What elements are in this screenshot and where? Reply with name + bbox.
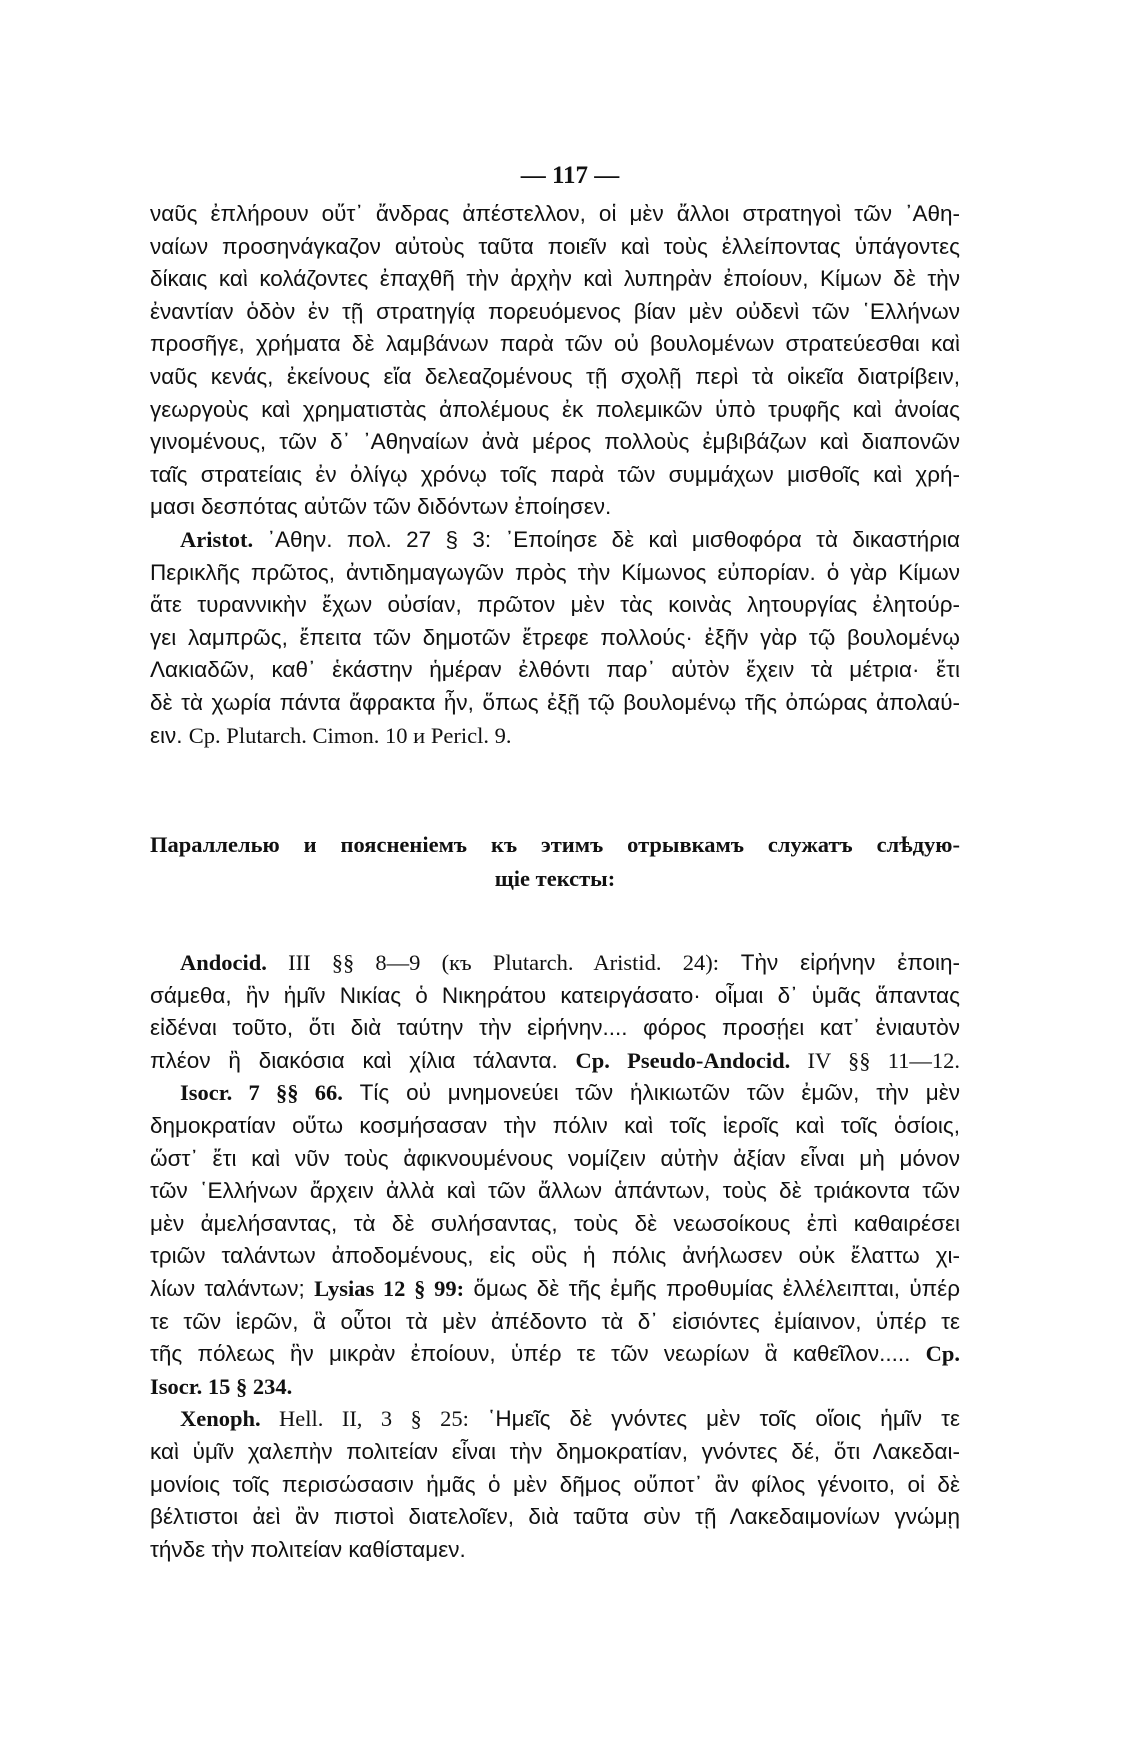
text-segment: Hell. II, 3 § 25: xyxy=(260,1406,469,1432)
text-segment: ναῦς κενάς, ἐκείνους εἴα δελεαζομένους τῇ σχολῇ περὶ τὰ οἰκεῖα διατρίβειν, xyxy=(150,363,960,389)
text-segment: ναῦς ἐπλήρουν οὔτ᾽ ἄνδρας ἀπέστελλον, οἱ μὲν ἄλλοι στρατηγοὶ τῶν ᾽Αθη- xyxy=(150,201,960,226)
text-line xyxy=(150,263,960,296)
text-segment: μὲν ἀμελήσαντας, τὰ δὲ συλήσαντας, τοὺς δὲ νεωσοίκους ἐπὶ καθαιρέσει xyxy=(150,1210,960,1236)
text-segment: βέλτιστοι ἀεὶ ἂν πιστοὶ διατελοῖεν, διὰ ταῦτα σὺν τῇ Λακεδαιμονίων γνώμῃ xyxy=(150,1504,960,1530)
text-line xyxy=(150,654,960,687)
text-segment: IV §§ 11—12. xyxy=(790,1047,961,1073)
text-line xyxy=(150,296,960,329)
page-number: — 117 — xyxy=(520,162,620,189)
text-line xyxy=(150,459,960,492)
text-line xyxy=(150,1501,960,1534)
text-segment: λίων ταλάντων; xyxy=(150,1275,315,1301)
text-line xyxy=(150,687,960,720)
text-segment: ἅτε τυραννικὴν ἔχων οὐσίαν, πρῶτον μὲν τὰς κοινὰς λητουργίας ἐλητούρ- xyxy=(150,592,960,618)
text-segment: γει λαμπρῶς, ἔπειτα τῶν δημοτῶν ἔτρεφε πολλούς· ἐξῆν γὰρ τῷ βουλομένῳ xyxy=(150,624,960,650)
text-line xyxy=(150,1077,960,1110)
text-segment: μονίοις τοῖς περισώσασιν ἡμᾶς ὁ μὲν δῆμος οὔποτ᾽ ἂν φίλος γένοιτο, οἱ δὲ xyxy=(150,1471,960,1497)
citation-reference: Xenoph. xyxy=(180,1406,261,1432)
text-line xyxy=(150,1338,960,1371)
text-segment: ἐναντίαν ὁδὸν ἐν τῇ στρατηγίᾳ πορευόμενος βίαν μὲν οὐδενὶ τῶν ῾Ελλήνων xyxy=(150,298,960,324)
text-segment: δημοκρατίαν οὕτω κοσμήσασαν τὴν πόλιν καὶ τοῖς ἱεροῖς καὶ τοῖς ὁσίοις, xyxy=(150,1112,960,1138)
text-line xyxy=(150,361,960,394)
heading-line-2: щіе тексты: xyxy=(494,866,616,891)
text-line xyxy=(150,524,960,557)
text-line xyxy=(150,720,960,753)
text-segment: III §§ 8—9 (къ Plutarch. Aristid. 24): xyxy=(266,950,719,975)
text-line xyxy=(150,1175,960,1208)
text-line xyxy=(150,1436,960,1469)
text-segment: Τὴν εἰρήνην ἐποιη- xyxy=(718,950,960,975)
text-segment: ᾽Αθην. πολ. 27 § 3: ᾽Εποίησε δὲ καὶ μισθοφόρα τὰ δικαστήρια xyxy=(253,526,960,552)
text-segment: ῾Ημεῖς δὲ γνόντες μὲν τοῖς οἵοις ἡμῖν τε xyxy=(468,1406,960,1432)
text-segment: ναίων προσηνάγκαζον αὐτοὺς ταῦτα ποιεῖν καὶ τοὺς ἐλλείποντας ὑπάγοντες xyxy=(150,233,960,259)
text-segment: τε τῶν ἱερῶν, ἃ οὗτοι τὰ μὲν ἀπέδοντο τὰ δ᾽ εἰσιόντες ἐμίαινον, ὑπέρ τε xyxy=(150,1308,960,1334)
text-segment: τῶν ῾Ελλήνων ἄρχειν ἀλλὰ καὶ τῶν ἄλλων ἁπάντων, τοὺς δὲ τριάκοντα τῶν xyxy=(150,1178,960,1204)
text-line xyxy=(150,557,960,590)
text-line xyxy=(150,947,960,980)
text-line xyxy=(150,1240,960,1273)
text-line xyxy=(150,231,960,264)
text-segment: πλέον ἢ διακόσια καὶ χίλια τάλαντα. xyxy=(150,1047,576,1073)
passage-plutarch-aristotle xyxy=(150,198,960,752)
citation-reference: 7 §§ 66. xyxy=(232,1080,343,1106)
text-line xyxy=(150,426,960,459)
text-segment: γεωργοὺς καὶ χρηματιστὰς ἀπολέμους ἐκ πολεμικῶν ὑπὸ τρυφῆς καὶ ἀνοίας xyxy=(150,396,960,422)
text-line xyxy=(150,1110,960,1143)
text-line xyxy=(150,328,960,361)
text-line xyxy=(150,1534,960,1567)
text-line xyxy=(150,1273,960,1306)
text-line xyxy=(150,622,960,655)
text-line xyxy=(150,1045,960,1078)
text-segment: δὲ τὰ χωρία πάντα ἄφρακτα ἦν, ὅπως ἐξῇ τῷ βουλομένῳ τῆς ὀπώρας ἀπολαύ- xyxy=(150,689,960,715)
text-segment: ταῖς στρατείαις ἐν ὀλίγῳ χρόνῳ τοῖς παρὰ τῶν συμμάχων μισθοῖς καὶ χρή- xyxy=(150,461,960,487)
text-line xyxy=(150,589,960,622)
text-line xyxy=(150,1403,960,1436)
citation-reference: Cp. Pseudo-Andocid. xyxy=(575,1047,791,1073)
text-line xyxy=(150,1012,960,1045)
text-segment: προσῆγε, χρήματα δὲ λαμβάνων παρὰ τῶν οὐ βουλομένων στρατεύεσθαι καὶ xyxy=(150,331,960,357)
text-line xyxy=(150,980,960,1013)
text-segment: τήνδε τὴν πολιτείαν καθίσταμεν. xyxy=(150,1536,466,1562)
text-segment: ὥστ᾽ ἔτι καὶ νῦν τοὺς ἀφικνουμένους νομίζειν αὐτὴν ἀξίαν εἶναι μὴ μόνον xyxy=(150,1145,960,1171)
citation-reference: Lysias 12 § 99: xyxy=(314,1275,465,1301)
text-segment: δίκαις καὶ κολάζοντες ἐπαχθῆ τὴν ἀρχὴν καὶ λυπηρὰν ἐποίουν, Κίμων δὲ τὴν xyxy=(150,266,960,292)
text-line xyxy=(150,1306,960,1339)
text-segment: σάμεθα, ἣν ἡμῖν Νικίας ὁ Νικηράτου κατειργάσατο· οἶμαι δ᾽ ὑμᾶς ἅπαντας xyxy=(150,982,960,1008)
text-segment: ειν. xyxy=(150,722,189,748)
text-segment: γινομένους, τῶν δ᾽ ᾽Αθηναίων ἀνὰ μέρος πολλοὺς ἐμβιβάζων καὶ διαπονῶν xyxy=(150,429,960,455)
text-segment: Λακιαδῶν, καθ᾽ ἑκάστην ἡμέραν ἐλθόντι παρ᾽ αὐτὸν ἔχειν τὰ μέτρια· ἔτι xyxy=(150,657,960,683)
heading-line-1: Параллелью и поясненіемъ къ этимъ отрывкамъ служатъ слѣдую- xyxy=(150,832,960,857)
text-segment: Cp. Plutarch. Cimon. 10 и Pericl. 9. xyxy=(188,722,512,748)
citation-reference: Isocr. 15 § 234. xyxy=(150,1373,293,1399)
text-segment: τριῶν ταλάντων ἀποδομένους, εἰς οὓς ἡ πόλις ἀνήλωσεν οὐκ ἔλαττω χι- xyxy=(150,1243,960,1269)
passage-parallel-texts xyxy=(150,947,960,1566)
citation-reference: Isocr. xyxy=(180,1080,233,1106)
text-line xyxy=(150,491,960,524)
text-segment: Τίς οὐ μνημονεύει τῶν ἡλικιωτῶν τῶν ἐμῶν, τὴν μὲν xyxy=(342,1080,960,1106)
citation-reference: Cp. xyxy=(925,1341,960,1367)
section-heading xyxy=(150,828,960,896)
text-segment: τῆς πόλεως ἣν μικρὰν ἐποίουν, ὑπέρ τε τῶν νεωρίων ἃ καθεῖλον..... xyxy=(150,1341,926,1367)
text-segment: καὶ ὑμῖν χαλεπὴν πολιτείαν εἶναι τὴν δημοκρατίαν, γνόντες δέ, ὅτι Λακεδαι- xyxy=(150,1438,960,1464)
text-segment: Περικλῆς πρῶτος, ἀντιδημαγωγῶν πρὸς τὴν Κίμωνος εὐπορίαν. ὁ γὰρ Κίμων xyxy=(150,559,960,585)
text-segment: εἰδέναι τοῦτο, ὅτι διὰ ταύτην τὴν εἰρήνην.... φόρος προσῄει κατ᾽ ἐνιαυτὸν xyxy=(150,1015,960,1041)
text-line xyxy=(150,1469,960,1502)
citation-reference: Andocid. xyxy=(180,950,267,975)
text-line xyxy=(150,1208,960,1241)
text-line xyxy=(150,1143,960,1176)
text-segment: ὅμως δὲ τῆς ἐμῆς προθυμίας ἐλλέλειπται, ὑπέρ xyxy=(464,1275,960,1301)
text-line xyxy=(150,1371,960,1404)
text-line xyxy=(150,198,960,231)
text-line xyxy=(150,394,960,427)
citation-reference: Aristot. xyxy=(180,526,254,552)
text-segment: μασι δεσπότας αὐτῶν τῶν διδόντων ἐποίησεν. xyxy=(150,494,612,520)
